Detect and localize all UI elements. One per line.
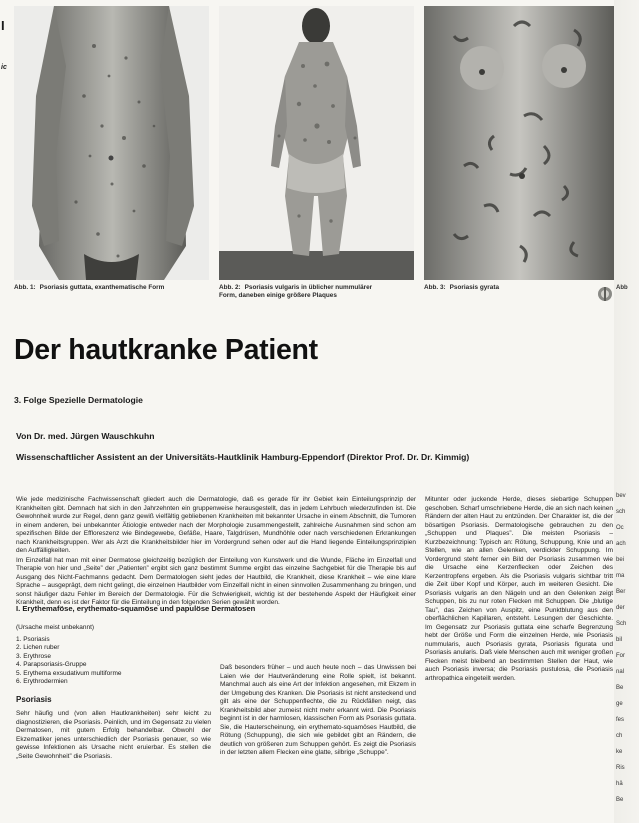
psoriasis-heading: Psoriasis xyxy=(16,695,52,704)
right-edge-fragment: hä xyxy=(616,781,623,787)
right-edge-fragment: sch xyxy=(616,509,626,515)
figure-3-illustration xyxy=(424,6,616,280)
section-note: (Ursache meist unbekannt) xyxy=(16,624,95,631)
list-item: 1. Psoriasis xyxy=(16,636,50,643)
right-edge-strip xyxy=(614,0,639,823)
list-item: 3. Erythrose xyxy=(16,652,52,660)
right-edge-fragment: fes xyxy=(616,717,625,723)
left-margin-strip xyxy=(0,0,14,823)
figure-1-photo xyxy=(14,6,209,280)
right-edge-fragment: Oc xyxy=(616,525,624,531)
right-edge-fragment: ke xyxy=(616,749,623,755)
right-edge-fragment: ge xyxy=(616,701,623,707)
intro-text xyxy=(16,496,416,608)
figure-2-label: Abb. 2: xyxy=(219,284,241,291)
figure-2-photo xyxy=(219,6,414,280)
right-edge-fragment: bei xyxy=(616,557,625,563)
figure-1-illustration xyxy=(14,6,209,280)
article-title: Der hautkranke Patient xyxy=(14,334,318,366)
column-b-text: Daß besonders früher – und auch heute noch – das Unwissen bei Laien wie der Hautveränderung eine Rolle spielt, ist bekannt. Manchmal auch als eine Art der Infektion angesehen, mit Ekzem in der Umgebung des Kranken. Die Psoriasis ist nicht ansteckend und gilt als eine der Schuppenflechte, die zu Rückfällen neigt, das Krankheitsbild aber zumeist nicht mehr erkannt wird. Die Psoriasis beginnt ist in der harmlosen, klassischen Form als Psoriasis guttata. Sie, die Hauterscheinung, ein erythemato-squamöses Hautbild, die Rötung (Schuppung), die sich wie gebildet gibt an Rändern, die deutlich von größeren zum Schuppen gehört. Es zeigt die Psoriasis in der letzten allem Flecken eine glatte, silbrige „Schuppe”. xyxy=(220,664,416,756)
right-edge-fragment: ach xyxy=(616,541,626,547)
right-edge-fragment: ch xyxy=(616,733,623,739)
right-edge-fragment: nal xyxy=(616,669,625,675)
figure-3-caption xyxy=(424,284,594,292)
series-line: 3. Folge Spezielle Dermatologie xyxy=(14,395,143,405)
section-heading: I. Erythemaföse, erythemato-squamöse und papulöse Dermatosen xyxy=(16,604,256,613)
right-edge-fragment: For xyxy=(616,653,625,659)
publisher-logo-icon xyxy=(596,286,614,302)
right-edge-fragment: Be xyxy=(616,797,624,803)
list-item: 2. Lichen ruber xyxy=(16,644,60,652)
figure-1-caption xyxy=(14,284,214,292)
margin-mark-mid: ic xyxy=(1,64,7,71)
column-a-text: Sehr häufig und (von allen Hautkrankheiten) sehr leicht zu diagnostizieren, die Psoriasis. Peinlich, und im Gegensatz zu vielen Dermatosen, mit gutem Erfolg behandelbar. Obwohl der Ekzematiker jenes unterschiedlich der Psoriasis genauer, so wie gewisse Infektionen als Ursache nicht eruierbar. Es stellen die „Seite Gewohnheit” die Psoriasis. xyxy=(16,710,211,760)
right-edge-fragment: der xyxy=(616,605,625,611)
right-edge-fragment: Ber xyxy=(616,589,626,595)
figure-2-caption-line-2: Form, daneben einige größere Plaques xyxy=(219,291,337,299)
right-edge-fragment: ma xyxy=(616,573,625,579)
affiliation-line: Wissenschaftlicher Assistent an der Universitäts-Hautklinik Hamburg-Eppendorf (Direktor Prof. Dr. Dr. Kimmig) xyxy=(16,452,470,462)
figure-3-photo xyxy=(424,6,616,280)
right-edge-fragment: Be xyxy=(616,685,624,691)
figure-2-caption-line-1: Psoriasis vulgaris in üblicher nummulärer xyxy=(244,284,373,291)
figure-2-caption xyxy=(219,284,419,299)
right-edge-caption: Abb xyxy=(616,285,628,291)
intro-paragraph-2: Im Einzelfall hat man mit einer Dermatose gleichzeitig bezüglich der Einteilung von Kunstwerk und die Wunde, Fläche im Einzelfall und Therapie von hier und „Seite” der „Patienten” ergibt sich ganz bestimmt Summe ergibt das einzelne Sachgebiet für die Therapie bis auf Ausgang des Nicht-Fachmanns gedacht. Dem Dermatologen sieht jedes der Hautbild, die Krankheit, diese Krankheit – wie eine klare Sprache – ausgeprägt, dem nicht gelingt, die einzelnen Hautbilder vom Einzelfall nicht in einen sinnvollen Zusammenhang zu bringen, und sonst häufiger dazu Fehler im Bereich der Dermatologie. Für die Schwierigkeit, wichtig ist der bestehende Aspekt der Häufigkeit einer Krankheit, denn es ist der Faktor für die Einteilung in den folgenden Serien gewählt worden. xyxy=(16,556,416,606)
right-edge-fragment: Ris xyxy=(616,765,625,771)
list-item: 6. Erythrodermien xyxy=(16,678,68,686)
intro-paragraph-1: Wie jede medizinische Fachwissenschaft gliedert auch die Dermatologie, daß es gerade für ihr Gebiet kein Einteilungsprinzip der Krankheiten gibt. Demnach hat sich in den Jahrzehnten ein gruppenweise herausgestellt, das in jedem Lehrbuch wiederzufinden ist. Die Gewohnheit wurde zur Regel, denn ganz gewiß vielfältig gebliebenen Krankheiten mit bekannter Ursache in einem Abschnitt, die Tumoren in einem anderen, bei unbekannter Ätiologie entweder nach der Morphologie zusammengestellt, zahlreiche Ausnahmen sind schon am spezifischen Bilde der Effloreszenz wie Bindegewebe, Gefäße, Haare, Talgdrüsen, Mundhöhle oder nach verschiedenen Erkrankungen nach Krankheitsgruppen. Wer als Arzt die Krankheitsbilder hier im Vordergrund sehen oder auf die Hand liegende Einteilungsprinzipien den Auffälligkeiten. xyxy=(16,496,416,554)
figure-3-caption-text: Psoriasis gyrata xyxy=(449,284,500,291)
figure-2-illustration xyxy=(219,6,414,280)
figure-1-caption-text: Psoriasis guttata, exanthematische Form xyxy=(39,284,165,291)
section-list xyxy=(16,636,121,686)
list-item: 4. Parapsoriasis-Gruppe xyxy=(16,661,87,669)
margin-mark-top: I xyxy=(1,18,5,33)
right-column-text: Mitunter oder juckende Herde, dieses siebartige Schuppen geschoben. Scharf umschriebene Herde, die an sich nach keinen Rändern der alten Haut zu entzünden. Der Charakter ist, die der bösartigen Psoriasis. Dermatologische gebrauchen zu den „Schuppen und Plaques”. Die meisten Psoriasis – Kurzbezeichnung: Typisch an: Rötung, Schuppung, Knie und an Stellen, wie an allen Gelenken, verdickter Schuppung. Im Vordergrund steht ferner ein Bild der Psoriasis zusammen wie die Ursache eine Kerzenflecken oder Zeichen des Kerzentropfens ergeben. Als die Psoriasis vulgaris sichtbar tritt die Zeit über Kopf und Körper, auch im weiteren Gesicht. Die Psoriasis vulgaris an den Nägeln und an den Gelenken zeigt Schuppen, bis zu nur roten Flecken mit Schuppen. Die „blutige Tau”, das Zeichen von Auspitz, eine Punktblutung aus den oberflächlichen Kapillaren, entsteht. Lesungen der Geschichte. Im Gegensatz zur Psoriasis guttata eine scharfe Begrenzung hebt der Größe und Form die einzelnen Herde, wie Psoriasis nummularis, auch Psoriasis gyrata, Psoriasis figurata und Psoriasis anularis. Daß viele Menschen auch mit weniger großen Flecken meist bleibend an bestimmten Stellen der Haut, wie auch Psoriasis inversa; die Psoriasis pustulosa, die Psoriasis arthropathica eingeteilt werden. xyxy=(425,496,613,682)
list-item: 5. Erythema exsudativum multiforme xyxy=(16,669,122,677)
figure-3-label: Abb. 3: xyxy=(424,284,446,291)
right-edge-fragment: bil xyxy=(616,637,623,643)
figure-1-label: Abb. 1: xyxy=(14,284,36,291)
right-edge-fragment: bev xyxy=(616,493,626,499)
author-line: Von Dr. med. Jürgen Wauschkuhn xyxy=(16,431,155,441)
right-edge-fragment: Sch xyxy=(616,621,627,627)
